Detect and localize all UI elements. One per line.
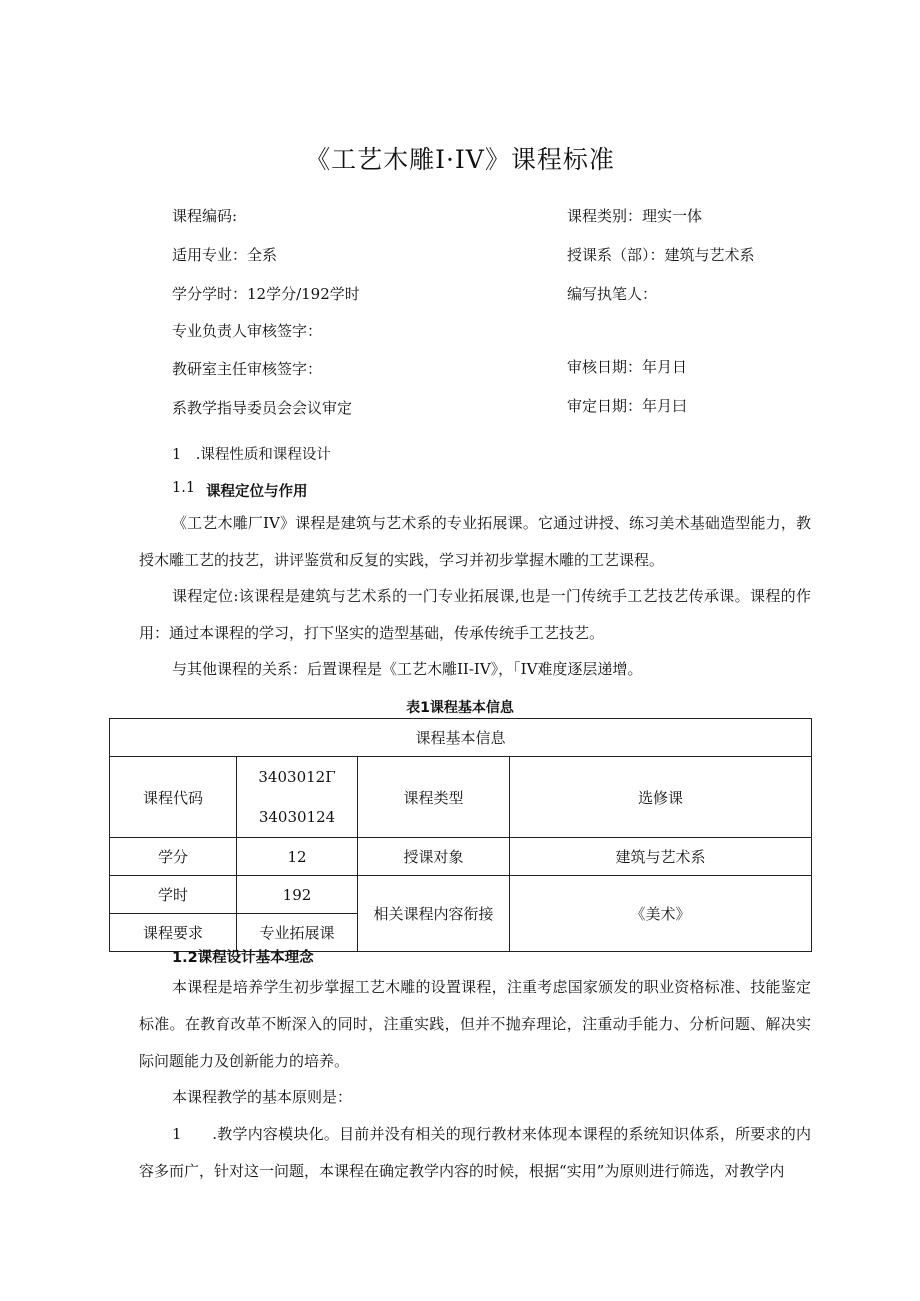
credits-hours: 学分学时：12学分/192学时 xyxy=(172,285,360,303)
requirement-label: 课程要求 xyxy=(110,914,237,952)
course-category: 课程类别：理实一体 xyxy=(567,207,703,225)
related-course-value: 《美术》 xyxy=(510,876,812,952)
section-1-2-paragraph-2: 本课程教学的基本原则是： xyxy=(172,1088,353,1106)
section-1-1-paragraph-1: 《工艺木雕厂IV》课程是建筑与艺术系的专业拓展课。它通过讲授、练习美术基础造型能力，教授木雕工艺的技艺，讲评鉴赏和反复的实践，学习并初步掌握木雕的工艺课程。 xyxy=(139,514,811,569)
section-1-1-paragraph-3: 与其他课程的关系：后置课程是《工艺木雕II-IV》，「IV难度逐层递增。 xyxy=(172,660,643,678)
applicable-major: 适用专业：全系 xyxy=(172,246,278,264)
table-caption: 表1课程基本信息 xyxy=(406,700,514,716)
audience-value: 建筑与艺术系 xyxy=(510,838,812,876)
course-code: 课程编码: xyxy=(172,207,238,225)
course-type-value: 选修课 xyxy=(510,757,812,838)
credit-value: 12 xyxy=(237,838,358,876)
course-code-label: 课程代码 xyxy=(110,757,237,838)
hours-label: 学时 xyxy=(110,876,237,914)
section-1-heading: 1 .课程性质和课程设计 xyxy=(172,447,331,463)
audience-label: 授课对象 xyxy=(358,838,510,876)
hours-value: 192 xyxy=(237,876,358,914)
related-course-label: 相关课程内容衔接 xyxy=(358,876,510,952)
table-header: 课程基本信息 xyxy=(110,719,812,757)
major-head-signature: 专业负责人审核签字： xyxy=(172,322,323,340)
writer: 编写执笔人： xyxy=(567,285,658,303)
course-info-table xyxy=(109,718,812,952)
review-date: 审核日期：年月日 xyxy=(567,358,688,376)
section-1-2-paragraph-3: 1 .教学内容模块化。目前并没有相关的现行教材来体现本课程的系统知识体系，所要求的内容多而广，针对这一问题，本课程在确定教学内容的时候，根据“实用”为原则进行筛选，对教学内 xyxy=(139,1125,811,1180)
credit-label: 学分 xyxy=(110,838,237,876)
section-1-1-title: 课程定位与作用 xyxy=(206,484,308,500)
requirement-value: 专业拓展课 xyxy=(237,914,358,952)
course-code-line-1: 3403012Γ xyxy=(258,768,336,786)
course-code-line-2: 34030124 xyxy=(258,808,336,826)
course-code-value xyxy=(237,757,358,838)
approval-date: 审定日期：年月曰 xyxy=(567,397,688,415)
teaching-department: 授课系（部）：建筑与艺术系 xyxy=(567,246,755,264)
section-1-1-paragraph-2: 课程定位:该课程是建筑与艺术系的一门专业拓展课,也是一门传统手工艺技艺传承课。课程的作用：通过本课程的学习，打下坚实的造型基础，传承传统手工艺技艺。 xyxy=(139,587,811,642)
committee-approval: 系教学指导委员会会议审定 xyxy=(172,399,353,417)
section-1-2-paragraph-1: 本课程是培养学生初步掌握工艺木雕的设置课程，注重考虑国家颁发的职业资格标准、技能鉴定标准。在教育改革不断深入的同时，注重实践，但并不抛弃理论，注重动手能力、分析问题、解决实际问题能力及创新能力的培养。 xyxy=(139,978,811,1070)
section-1-1-number: 1.1 xyxy=(172,480,196,496)
office-director-signature: 教研室主任审核签字： xyxy=(172,360,323,378)
document-title: 《工艺木雕I·IV》课程标准 xyxy=(305,145,615,174)
section-1-2-heading: 1.2课程设计基本理念 xyxy=(172,950,314,966)
course-type-label: 课程类型 xyxy=(358,757,510,838)
